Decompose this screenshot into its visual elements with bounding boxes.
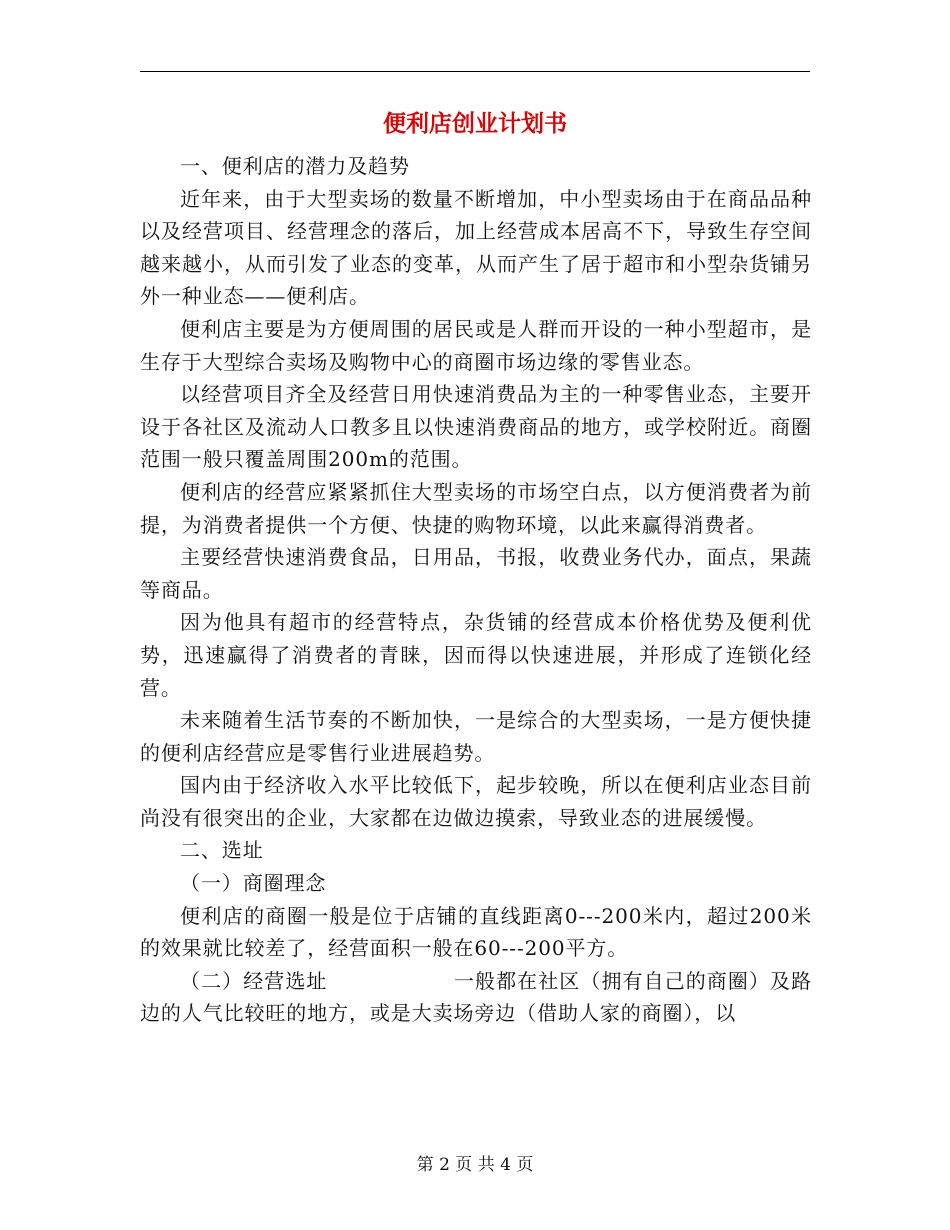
paragraph-background: 近年来，由于大型卖场的数量不断增加，中小型卖场由于在商品品种以及经营项目、经营理念的落后，加上经营成本居高不下，导致生存空间越来越小，从而引发了业态的变革，从而产生了居于超市和小型杂货铺另外一种业态——便利店。 (140, 186, 812, 309)
paragraph-site-selection: （二）经营选址 一般都在社区（拥有自己的商圈）及路边的人气比较旺的地方，或是大卖场旁边（借助人家的商圈），以 (140, 968, 812, 1026)
section-heading-site-selection: 二、选址 (180, 838, 264, 863)
paragraph-location-scope: 以经营项目齐全及经营日用快速消费品为主的一种零售业态，主要开设于各社区及流动人口教多且以快速消费商品的地方，或学校附近。商圈范围一般只覆盖周围200m的范围。 (140, 382, 812, 472)
paragraph-advantages: 因为他具有超市的经营特点，杂货铺的经营成本价格优势及便利优势，迅速赢得了消费者的青睐，因而得以快速进展，并形成了连锁化经营。 (140, 610, 812, 700)
section-heading-potential: 一、便利店的潜力及趋势 (180, 154, 410, 178)
paragraph-future-trend: 未来随着生活节奏的不断加快，一是综合的大型卖场，一是方便快捷的便利店经营应是零售行业进展趋势。 (140, 708, 812, 765)
paragraph-trade-area: 便利店的商圈一般是位于店铺的直线距离0---200米内，超过200米的效果就比较差了，经营面积一般在60---200平方。 (140, 903, 812, 961)
paragraph-strategy: 便利店的经营应紧紧抓住大型卖场的市场空白点，以方便消费者为前提，为消费者提供一个方便、快捷的购物环境，以此来赢得消费者。 (140, 479, 812, 537)
paragraph-definition: 便利店主要是为方便周围的居民或是人群而开设的一种小型超市，是生存于大型综合卖场及购物中心的商圈市场边缘的零售业态。 (140, 316, 812, 374)
document-title: 便利店创业计划书 (383, 111, 567, 137)
paragraph-products: 主要经营快速消费食品，日用品，书报，收费业务代办，面点，果蔬等商品。 (140, 545, 812, 602)
document-body (140, 150, 812, 1030)
subsection-heading-trade-area: （一）商圈理念 (180, 871, 327, 896)
header-rule (140, 71, 810, 72)
paragraph-domestic-status: 国内由于经济收入水平比较低下，起步较晚，所以在便利店业态目前尚没有很突出的企业，大家都在边做边摸索，导致业态的进展缓慢。 (140, 773, 812, 830)
page-number-footer: 第 2 页 共 4 页 (416, 1155, 534, 1175)
